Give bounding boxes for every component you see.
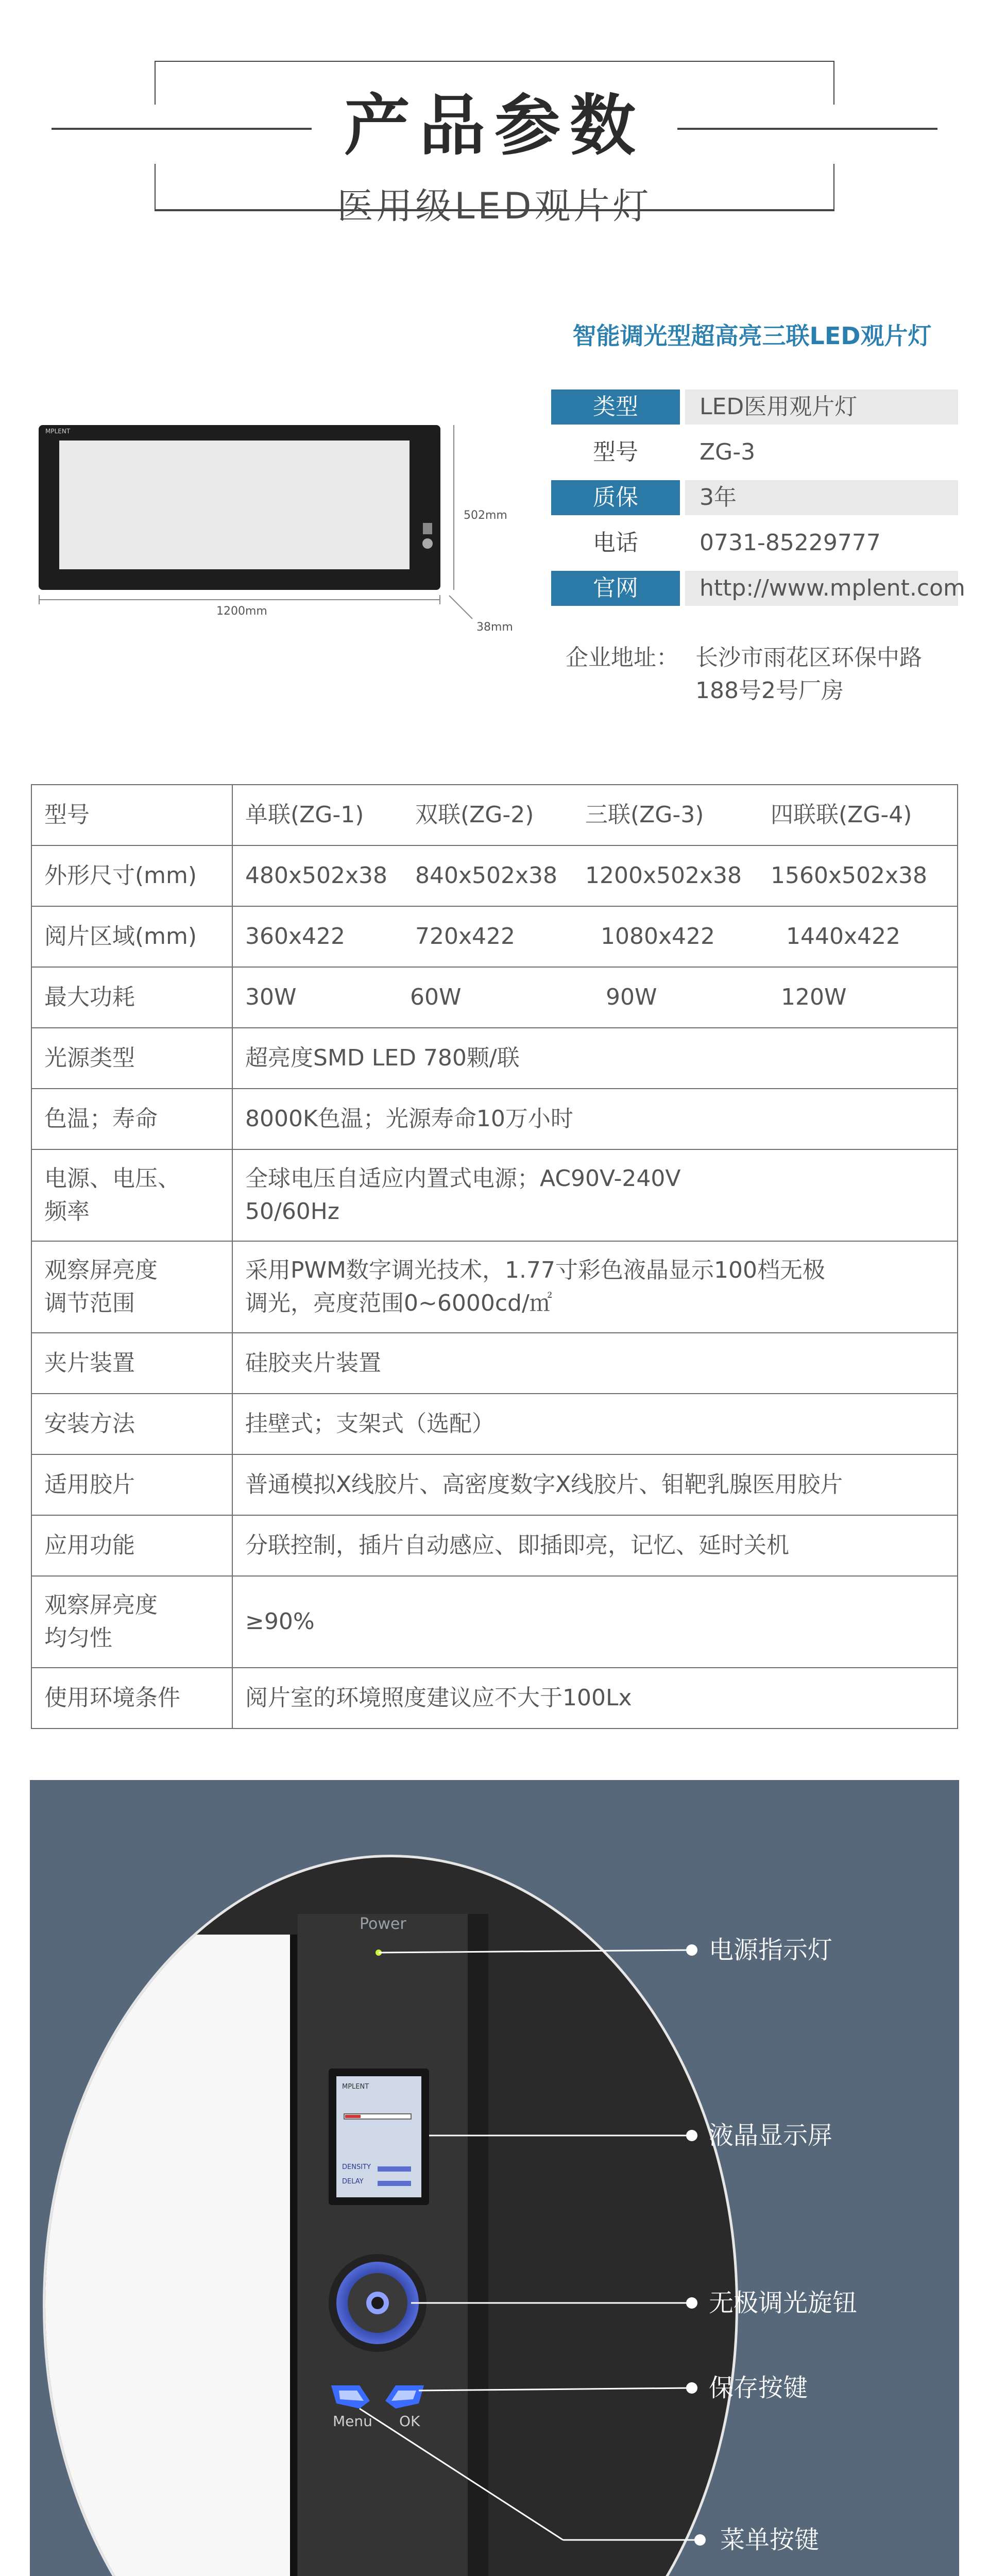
cell-value: 120W	[781, 984, 847, 1010]
cell-value: 1200x502x38	[585, 862, 742, 889]
viewer-panel	[59, 440, 410, 569]
table-cell-label	[31, 1149, 232, 1241]
table-row	[31, 785, 958, 845]
column-header: 单联(ZG-1)	[245, 802, 364, 828]
depth-label: 38mm	[476, 621, 513, 634]
callout-dot	[686, 1944, 697, 1956]
table-row	[31, 1668, 958, 1728]
cell-value: 480x502x38	[245, 862, 388, 889]
spec-value: 0731-85229777	[700, 530, 881, 556]
lcd-brand: MPLENT	[342, 2083, 369, 2091]
value-line: 全球电压自适应内置式电源；AC90V-240V	[245, 1165, 681, 1192]
table-row	[31, 906, 958, 967]
table-cell-value: 8000K色温；光源寿命10万小时	[232, 1089, 958, 1149]
cell-value: 720x422	[415, 923, 516, 950]
address-label: 企业地址：	[566, 645, 679, 671]
column-header: 四联联(ZG-4)	[771, 802, 912, 828]
table-cell-label: 使用环境条件	[31, 1668, 232, 1728]
table-cell-label: 色温；寿命	[31, 1089, 232, 1149]
control-strip	[421, 523, 434, 564]
table-cell-label: 应用功能	[31, 1515, 232, 1576]
callout-menu-button: 菜单按键	[720, 2526, 820, 2554]
table-cell-value: 分联控制，插片自动感应、即插即亮，记忆、延时关机	[232, 1515, 958, 1576]
callout-dot	[686, 2297, 697, 2309]
cell-value: 90W	[606, 984, 657, 1010]
label-line: 电源、电压、	[44, 1165, 180, 1192]
product-name: 智能调光型超高亮三联LED观片灯	[572, 322, 932, 350]
address-line: 188号2号厂房	[695, 677, 844, 704]
table-row	[31, 1028, 958, 1089]
table-cell	[232, 967, 958, 1028]
width-dimension-line	[39, 599, 440, 600]
cell-value: 360x422	[245, 923, 346, 950]
table-cell-label: 阅片区域(mm)	[31, 906, 232, 967]
callout-save-button: 保存按键	[709, 2374, 808, 2402]
table-cell-label: 最大功耗	[31, 967, 232, 1028]
table-row	[31, 1149, 958, 1241]
spec-row-warranty	[551, 477, 958, 518]
lcd-delay-label: DELAY	[342, 2178, 364, 2185]
table-cell-label	[31, 1576, 232, 1668]
ok-label: OK	[399, 2413, 420, 2430]
spec-value: ZG-3	[700, 439, 756, 465]
value-line: 采用PWM数字调光技术，1.77寸彩色液晶显示100档无极	[245, 1257, 825, 1283]
ok-button[interactable]	[385, 2385, 424, 2409]
spec-row-phone	[551, 522, 958, 564]
spec-label: 官网	[551, 571, 680, 606]
cell-value: 30W	[245, 984, 297, 1010]
callout-dot	[686, 2382, 697, 2394]
width-label: 1200mm	[216, 605, 267, 618]
page-title: 产品参数	[344, 88, 645, 164]
table-row	[31, 1241, 958, 1333]
callout-dot	[686, 2130, 697, 2141]
lcd-density-label: DENSITY	[342, 2163, 371, 2171]
spec-row-website	[551, 568, 965, 609]
menu-button[interactable]	[334, 2385, 370, 2409]
table-row	[31, 1515, 958, 1576]
value-line: 调光，亮度范围0~6000cd/㎡	[245, 1290, 552, 1316]
column-header: 双联(ZG-2)	[415, 802, 534, 828]
table-cell-label: 光源类型	[31, 1028, 232, 1089]
brightness-knob[interactable]	[329, 2254, 427, 2352]
table-cell-label: 型号	[31, 785, 232, 845]
height-dimension-line	[453, 425, 454, 590]
detail-photo	[30, 1780, 959, 2576]
callout-power-indicator: 电源指示灯	[709, 1936, 833, 1964]
address-line: 长沙市雨花区环保中路	[695, 645, 922, 671]
page-subtitle: 医用级LED观片灯	[337, 185, 652, 227]
table-row	[31, 1576, 958, 1668]
table-cell-label: 适用胶片	[31, 1454, 232, 1515]
callout-dimming-knob: 无极调光旋钮	[709, 2289, 858, 2317]
spec-row-model	[551, 432, 958, 473]
brand-logo: MPLENT	[45, 428, 71, 435]
label-line: 频率	[44, 1198, 90, 1225]
table-cell-label: 安装方法	[31, 1394, 232, 1454]
table-cell	[232, 906, 958, 967]
depth-dimension-line	[444, 590, 480, 626]
label-line: 调节范围	[44, 1290, 135, 1316]
spec-table	[31, 784, 958, 1729]
height-label: 502mm	[464, 509, 507, 522]
spec-value: 3年	[685, 480, 958, 515]
label-line: 均匀性	[44, 1625, 112, 1651]
table-cell-value: 超亮度SMD LED 780颗/联	[232, 1028, 958, 1089]
cell-value: 1080x422	[601, 923, 715, 950]
label-line: 观察屏亮度	[44, 1257, 158, 1283]
product-drawing	[36, 422, 448, 608]
table-cell	[232, 785, 958, 845]
spec-label: 类型	[551, 389, 680, 425]
device-closeup	[30, 1780, 959, 2576]
column-header: 三联(ZG-3)	[585, 802, 704, 828]
table-cell-value	[232, 1241, 958, 1333]
menu-label: Menu	[333, 2413, 372, 2430]
table-row	[31, 1333, 958, 1394]
table-cell-label: 夹片装置	[31, 1333, 232, 1394]
power-label: Power	[360, 1915, 406, 1933]
table-cell-label	[31, 1241, 232, 1333]
cell-value: 840x502x38	[415, 862, 558, 889]
cell-value: 60W	[410, 984, 462, 1010]
spec-value: LED医用观片灯	[685, 389, 958, 425]
spec-label: 型号	[593, 439, 638, 465]
table-cell-value: 硅胶夹片装置	[232, 1333, 958, 1394]
table-cell-value: 阅片室的环境照度建议应不大于100Lx	[232, 1668, 958, 1728]
table-row	[31, 1089, 958, 1149]
table-cell-value: 普通模拟X线胶片、高密度数字X线胶片、钼靶乳腺医用胶片	[232, 1454, 958, 1515]
cell-value: 1560x502x38	[771, 862, 928, 889]
value-line: 50/60Hz	[245, 1198, 339, 1225]
spec-label: 质保	[551, 480, 680, 515]
callout-dot	[694, 2534, 706, 2546]
table-row	[31, 967, 958, 1028]
cell-value: 1440x422	[786, 923, 900, 950]
spec-label: 电话	[593, 530, 638, 556]
table-cell-value: 挂壁式；支架式（选配）	[232, 1394, 958, 1454]
table-row	[31, 1394, 958, 1454]
table-cell-value	[232, 1149, 958, 1241]
table-cell	[232, 845, 958, 906]
spec-row-type	[551, 386, 958, 428]
address-value	[695, 641, 963, 707]
website-link[interactable]: http://www.mplent.com	[685, 571, 958, 606]
table-row	[31, 845, 958, 906]
table-cell-label: 外形尺寸(mm)	[31, 845, 232, 906]
callout-lcd-screen: 液晶显示屏	[709, 2121, 833, 2150]
table-cell-value: ≥90%	[232, 1576, 958, 1668]
table-row	[31, 1454, 958, 1515]
label-line: 观察屏亮度	[44, 1592, 158, 1618]
